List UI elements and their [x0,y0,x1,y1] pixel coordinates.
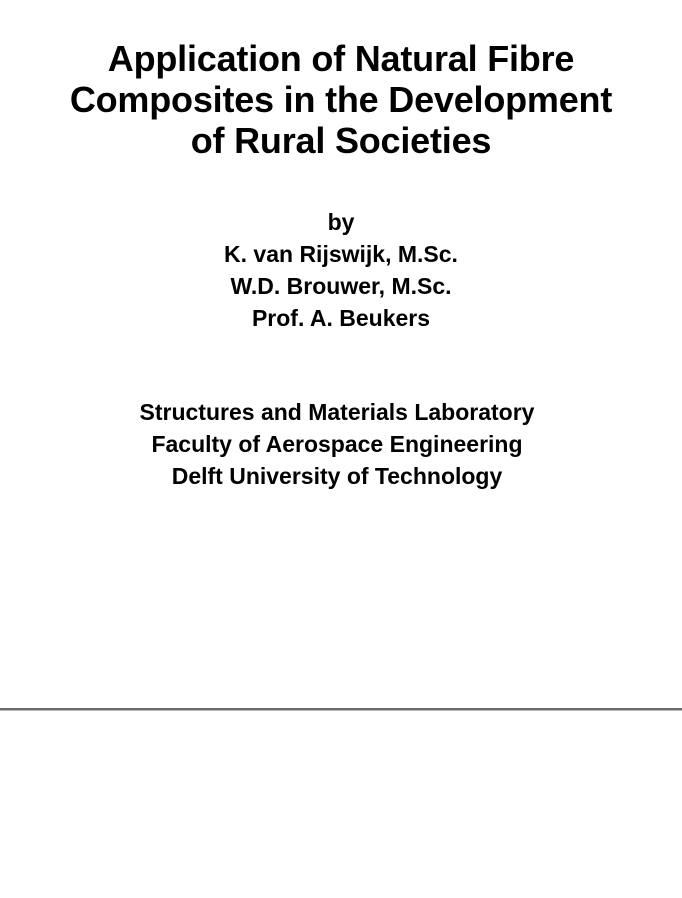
by-label: by [327,209,355,235]
title-line-3: of Rural Societies [190,120,492,161]
author-1: K. van Rijswijk, M.Sc. [224,241,458,267]
affiliation-laboratory: Structures and Materials Laboratory [139,399,535,425]
author-2: W.D. Brouwer, M.Sc. [230,273,452,299]
title-line-2: Composites in the Development [69,79,613,120]
document-title [0,38,682,161]
affiliation-university: Delft University of Technology [171,463,503,489]
affiliation-faculty: Faculty of Aerospace Engineering [151,431,523,457]
title-line-1: Application of Natural Fibre [107,38,575,79]
page-divider [0,708,682,711]
affiliation-block [0,396,674,492]
author-3: Prof. A. Beukers [251,305,431,331]
author-block [0,206,682,334]
